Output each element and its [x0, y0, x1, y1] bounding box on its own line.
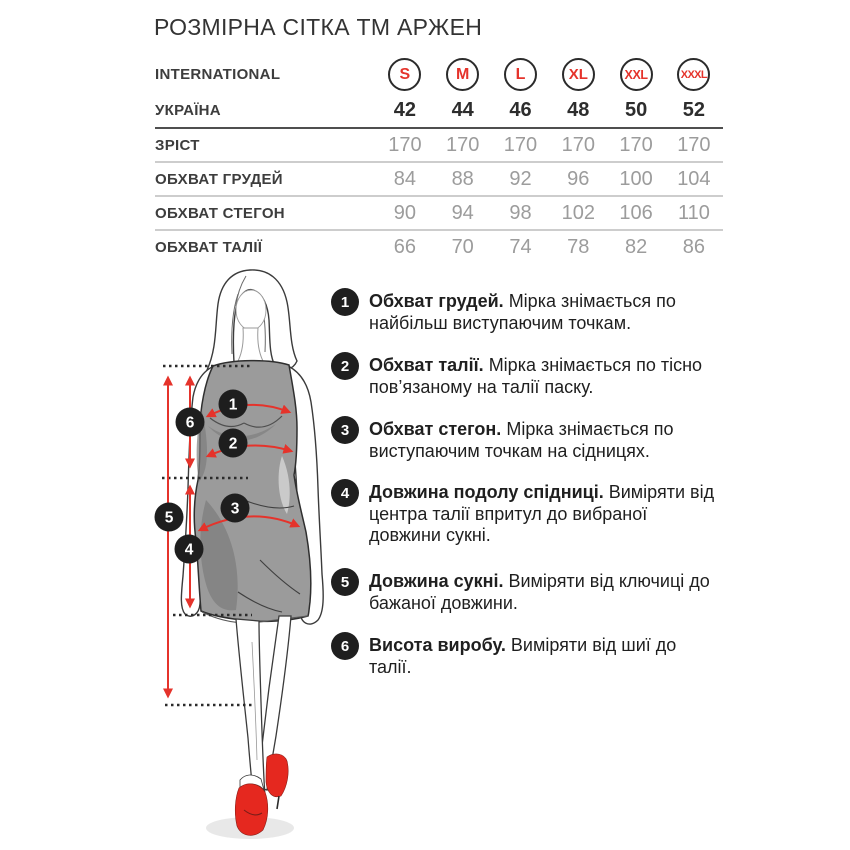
value-cell: 92: [509, 167, 532, 190]
value-cell: 170: [503, 133, 538, 156]
legend-item-dress-length: [331, 568, 721, 614]
front-shoe: [235, 784, 268, 836]
back-shoe: [266, 754, 288, 797]
legend-item-text: Обхват грудей. Мірка знімається по найбільш виступаючим точкам.: [369, 291, 676, 333]
value-cell: 78: [567, 236, 590, 258]
table-row-chest: [155, 163, 723, 197]
figure-badge-4: [175, 535, 204, 564]
size-cell: [492, 58, 550, 91]
value-cell: 66: [393, 236, 417, 258]
legend-item-waist: [331, 352, 721, 398]
value-cell: 94: [451, 201, 474, 224]
legend-number-badge: 6: [331, 632, 359, 660]
legend-item-text: Висота виробу. Виміряти від шиї до талії.: [369, 635, 677, 677]
figure-neck: [237, 328, 264, 363]
size-cell: [607, 58, 665, 91]
page-title: РОЗМІРНА СІТКА ТМ АРЖЕН: [154, 14, 483, 40]
value-cell: 102: [561, 201, 595, 224]
svg-text:1: 1: [228, 396, 238, 414]
figure-face: [236, 290, 266, 330]
size-circle-l: L: [504, 58, 537, 91]
legend-item-text: Обхват талії. Мірка знімається по тісно пов’язаному на талії паску.: [369, 355, 703, 397]
ua-size-cell: 52: [682, 98, 705, 121]
figure-badge-2: [219, 429, 248, 458]
size-circle-m: M: [446, 58, 479, 91]
row-label-chest: ОБХВАТ ГРУДЕЙ: [155, 170, 283, 188]
svg-text:6: 6: [185, 414, 195, 432]
legend-item-skirt-length: [331, 479, 721, 547]
legend-item-text: Довжина сукні. Виміряти від ключиці до бажаної довжини.: [369, 571, 710, 613]
value-cell: 82: [624, 236, 648, 258]
value-cell: 84: [393, 167, 417, 190]
legend-item-hips: [331, 416, 721, 462]
table-row-height: [155, 129, 723, 163]
value-cell: 106: [619, 201, 653, 224]
size-cell: [434, 58, 492, 91]
legend-item-chest: [331, 288, 721, 334]
legend-item-text: Довжина подолу спідниці. Виміряти від центра талії впритул до вибраної довжини сукні.: [369, 482, 715, 545]
figure-badge-6: [176, 408, 205, 437]
ua-size-cell: 42: [393, 98, 417, 121]
svg-text:5: 5: [164, 509, 174, 527]
back-shoe-heel: [277, 796, 279, 809]
svg-text:3: 3: [230, 500, 240, 518]
size-circle-xxl: XXL: [620, 58, 653, 91]
legend-number-badge: 5: [331, 568, 359, 596]
svg-text:4: 4: [184, 541, 194, 559]
row-label-international: INTERNATIONAL: [155, 66, 281, 83]
size-cell: [549, 58, 607, 91]
value-cell: 100: [619, 167, 653, 190]
figure-badge-5: [155, 503, 184, 532]
size-cell: [665, 58, 723, 91]
value-cell: 170: [561, 133, 595, 156]
value-cell: 170: [446, 133, 480, 156]
value-cell: 110: [677, 201, 710, 224]
figure-badge-1: [219, 390, 248, 419]
legend-number-badge: 2: [331, 352, 359, 380]
figure-left-leg: [236, 619, 265, 797]
size-table: [155, 56, 723, 264]
legend-number-badge: 1: [331, 288, 359, 316]
row-label-waist: ОБХВАТ ТАЛІЇ: [155, 239, 263, 256]
value-cell: 70: [451, 236, 474, 258]
legend-item-text: Обхват стегон. Мірка знімається по виступаючим точкам на сідницях.: [369, 419, 674, 461]
svg-text:2: 2: [228, 435, 238, 453]
value-cell: 104: [677, 167, 711, 190]
value-cell: 90: [393, 201, 417, 224]
ua-size-cell: 48: [567, 98, 590, 121]
row-label-ukraine: УКРАЇНА: [155, 101, 221, 119]
value-cell: 170: [677, 133, 711, 156]
value-cell: 170: [619, 133, 653, 156]
value-cell: 88: [451, 167, 474, 190]
row-label-height: ЗРІСТ: [155, 136, 200, 154]
figure-badge-3: [221, 494, 250, 523]
size-cell: [376, 58, 434, 91]
row-label-hips: ОБХВАТ СТЕГОН: [155, 204, 285, 222]
table-row-hips: [155, 197, 723, 231]
legend-item-product-height: [331, 632, 721, 678]
value-cell: 170: [388, 133, 422, 156]
measurement-figure: [140, 260, 340, 850]
table-row-international: [155, 56, 723, 93]
ua-size-cell: 44: [451, 98, 474, 121]
legend-number-badge: 4: [331, 479, 359, 507]
value-cell: 86: [682, 236, 705, 258]
value-cell: 96: [567, 167, 590, 190]
table-row-ukraine: [155, 93, 723, 129]
size-circle-xxxl: XXXL: [677, 58, 710, 91]
ua-size-cell: 46: [509, 98, 532, 121]
size-circle-s: S: [388, 58, 421, 91]
size-circle-xl: XL: [562, 58, 595, 91]
value-cell: 98: [509, 201, 532, 224]
legend-number-badge: 3: [331, 416, 359, 444]
value-cell: 74: [509, 236, 532, 258]
figure-illustration: [140, 260, 340, 850]
ua-size-cell: 50: [624, 98, 648, 121]
